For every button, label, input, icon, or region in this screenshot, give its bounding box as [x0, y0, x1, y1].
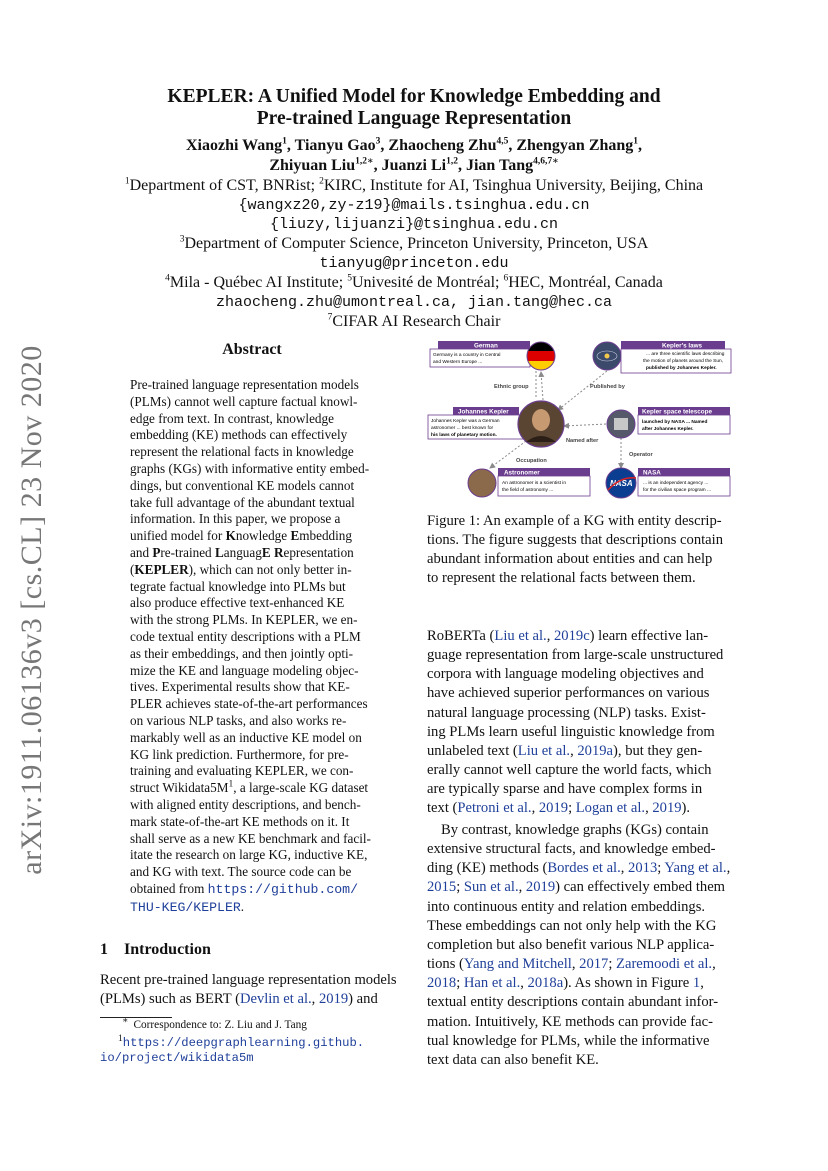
abstract-line: with aligned entity descriptions, and bench-	[130, 796, 361, 812]
johannes-text1: Johannes Kepler was a German	[431, 419, 500, 424]
abstract-line: as their embeddings, and then jointly opti-	[130, 645, 354, 661]
paragraph-line	[427, 704, 733, 723]
citation-link[interactable]: 2015	[427, 879, 457, 896]
text-span: ,	[531, 800, 539, 817]
edge-ethnic-group-arrow	[541, 372, 543, 400]
abstract-line: graphs (KGs) with informative entity embed-	[130, 460, 370, 476]
text-span: corpora with language modeling objectives and	[427, 666, 704, 683]
paragraph-line	[427, 936, 733, 955]
footnote-correspondence: ∗ Correspondence to: Z. Liu and J. Tang	[122, 1016, 307, 1031]
text-span: have achieved superior performances on various	[427, 685, 710, 702]
affiliation-4-5-6: $^4$Mila - Québec AI Institute; $^5$Univesité de Montréal; $^6$HEC, Montréal, Canada	[165, 273, 663, 291]
abstract-line: tives. Experimental results show that KE-	[130, 679, 350, 695]
paragraph-line	[427, 898, 733, 917]
nasa-box	[638, 476, 730, 496]
affiliation-1-2: $^1$Department of CST, BNRist; $^2$KIRC, Institute for AI, Tsinghua University, Beijing, China	[124, 176, 704, 194]
github-link[interactable]: https://github.com/	[207, 881, 359, 897]
text-span: ,	[546, 628, 554, 644]
abstract-line: PLER achieves state-of-the-art performances	[130, 696, 368, 712]
paragraph-line	[427, 1051, 733, 1070]
citation-link[interactable]: 2013	[628, 860, 658, 877]
abstract-lines-a	[130, 377, 374, 528]
right-paragraph-1	[427, 627, 733, 819]
citation-link[interactable]: Yang and Mitchell	[463, 956, 572, 973]
telescope-text2: after Johannes Kepler.	[642, 427, 694, 432]
paragraph-line	[427, 665, 733, 684]
authors-line1: Xiaozhi Wang$^1$, Tianyu Gao$^3$, Zhaocheng Zhu$^{4,5}$, Zhengyan Zhang$^1$,	[185, 136, 643, 154]
text-span: ) learn effective lan-	[589, 628, 709, 644]
text-span: text (	[427, 800, 458, 817]
abstract-line: code textual entity descriptions with a PLM	[130, 628, 361, 644]
citation-link[interactable]: Bordes et al.	[547, 860, 621, 877]
german-title: German	[474, 342, 498, 350]
text-span: ,	[518, 879, 526, 896]
paragraph-line	[427, 993, 733, 1012]
caption-line: abundant information about entities and can help	[427, 551, 713, 568]
citation-link[interactable]: 2018a	[527, 975, 564, 992]
keplers-laws-text1: ... are three scientific laws describing	[646, 352, 725, 357]
email-tsinghua-2: {liuzy,lijuanzi}@tsinghua.edu.cn	[269, 216, 559, 233]
keplers-laws-text3: published by Johannes Kepler.	[646, 366, 717, 371]
label-ethnic-group: Ethnic group	[494, 384, 529, 390]
abstract-line: edge from text. In contrast, knowledge	[130, 410, 334, 426]
johannes-text3: his laws of planetary motion.	[431, 433, 497, 438]
footnote-rule	[100, 1017, 172, 1018]
paper-title-line2: Pre-trained Language Representation	[256, 108, 572, 129]
paragraph-line	[427, 859, 733, 878]
keplers-laws-text2: the motion of planets around the Sun,	[643, 359, 724, 364]
text-span: RoBERTa (	[427, 628, 495, 644]
text-span: ;	[568, 800, 576, 817]
citation-link[interactable]: 1	[692, 975, 701, 992]
text-span: tions (	[427, 956, 464, 973]
abstract-line: embedding (KE) methods can effectively	[130, 427, 348, 443]
abstract-line: tegrate factual knowledge into PLMs but	[130, 578, 346, 594]
authors-line2: Zhiyuan Liu$^{1,2∗}$, Juanzi Li$^{1,2}$, Jian Tang$^{4,6,7∗}$	[269, 156, 559, 174]
abstract-line: itate the research on large KG, inductive KE,	[130, 847, 368, 863]
right-paragraph-2	[427, 821, 733, 1070]
keplers-laws-title: Kepler's laws	[662, 342, 702, 350]
paragraph-line	[427, 742, 733, 761]
text-span: ing PLMs learn useful linguistic knowledge from	[427, 723, 715, 740]
citation-link[interactable]: 2019c	[554, 628, 590, 644]
paragraph-line	[427, 840, 733, 859]
text-span: ,	[700, 975, 704, 992]
label-published-by: Published by	[590, 384, 625, 390]
abstract-line: training and evaluating KEPLER, we con-	[130, 763, 354, 779]
text-span: By contrast, knowledge graphs (KGs) contain	[441, 822, 709, 838]
german-text1: Germany is a country in Central	[433, 353, 501, 358]
abstract-line-code2: THU-KEG/KEPLER.	[130, 898, 245, 915]
text-span: into continuous entity and relation embeddings.	[427, 898, 706, 915]
arxiv-stamp	[12, 345, 52, 875]
text-span: ), but they gen-	[613, 742, 703, 759]
label-operator: Operator	[629, 452, 653, 458]
abstract-line-kepler-name2: and Pre-trained LanguagE Representation	[130, 544, 354, 560]
github-link-cont[interactable]: THU-KEG/KEPLER	[130, 899, 241, 915]
text-span: ,	[645, 800, 653, 817]
figure-1-kg-diagram	[426, 338, 740, 502]
figure-1-caption	[427, 512, 733, 589]
text-span: tual knowledge for PLMs, while the informative	[427, 1032, 710, 1049]
paragraph-line	[427, 1013, 733, 1032]
arxiv-id: arXiv:1911.06136v3 [cs.CL] 23 Nov 2020	[15, 345, 48, 875]
paragraph-line	[427, 974, 733, 993]
citation-devlin[interactable]: Devlin et al.	[239, 991, 312, 1008]
label-occupation: Occupation	[516, 458, 547, 464]
abstract-line: also produce effective text-enhanced KE	[130, 595, 345, 611]
paragraph-line	[427, 917, 733, 936]
text-span: ,	[712, 956, 716, 973]
affiliation-7: $^7$CIFAR AI Research Chair	[327, 312, 501, 330]
abstract-line-kepler-name: unified model for Knowledge Embedding	[130, 528, 352, 544]
wikidata5m-link-cont[interactable]: io/project/wikidata5m	[100, 1051, 254, 1065]
paragraph-line	[427, 955, 733, 974]
citation-link[interactable]: Liu et al.	[517, 742, 571, 759]
intro-paragraph	[100, 971, 404, 1009]
abstract-line: KG link prediction. Furthermore, for pre-	[130, 746, 349, 762]
nasa-logo-text: NASA	[610, 479, 633, 488]
text-span: ,	[520, 975, 528, 992]
abstract-line: represent the relational facts in knowledge	[130, 444, 354, 460]
section-heading-introduction: 1 Introduction	[100, 941, 211, 958]
paragraph-line	[427, 627, 733, 646]
abstract-line: take full advantage of the abundant textual	[130, 494, 355, 510]
paragraph-line	[427, 646, 733, 665]
text-span: ). As shown in Figure	[563, 975, 693, 992]
paragraph-line	[427, 684, 733, 703]
abstract-line: mize the KE and language modeling objec-	[130, 662, 359, 678]
text-span: textual entity descriptions contain abundant infor-	[427, 994, 719, 1011]
edge-named-after	[564, 424, 606, 426]
text-span: ding (KE) methods (	[427, 860, 548, 877]
wikidata5m-link[interactable]: https://deepgraphlearning.github.	[122, 1036, 365, 1050]
email-montreal: zhaocheng.zhu@umontreal.ca, jian.tang@hec.ca	[215, 294, 613, 311]
citation-link[interactable]: 2019a	[577, 742, 614, 759]
citation-link[interactable]: Han et al.	[463, 975, 521, 992]
label-named-after: Named after	[566, 438, 599, 444]
footnote-1: $^1$https://deepgraphlearning.github.	[118, 1033, 365, 1050]
text-span: ;	[456, 975, 464, 992]
abstract-line-wikidata5m: struct $Wikidata5M^1$, a large-scale KG dataset	[130, 779, 369, 796]
text-span: erally cannot well capture the world facts, which	[427, 762, 712, 779]
paragraph-line	[427, 723, 733, 742]
paper-title-line1: KEPLER: A Unified Model for Knowledge Embedding and	[167, 86, 661, 107]
citation-link[interactable]: 2019	[538, 800, 569, 817]
abstract-line: dings, but conventional KE models cannot	[130, 477, 355, 493]
citation-devlin-year[interactable]: 2019	[318, 991, 349, 1008]
citation-link[interactable]: Petroni et al.	[457, 800, 532, 817]
text-span: natural language processing (NLP) tasks. Exist-	[427, 704, 706, 721]
citation-link[interactable]: Sun et al.	[463, 879, 519, 896]
nasa-text1: ... is an independent agency ...	[643, 481, 709, 486]
abstract-line: information. In this paper, we propose a	[130, 511, 341, 527]
abstract-body	[130, 377, 374, 917]
citation-link[interactable]: 2018	[427, 975, 457, 992]
text-span: ,	[570, 742, 578, 759]
astronomer-icon	[468, 469, 496, 497]
caption-line: to represent the relational facts between them.	[427, 570, 696, 587]
citation-link[interactable]: 2019	[525, 879, 556, 896]
paragraph-line	[427, 821, 733, 840]
abstract-line: (PLMs) cannot well capture factual knowl-	[130, 393, 358, 409]
text-span: are typically sparse and have complex forms in	[427, 781, 703, 798]
telescope-text1: launched by NASA ... Named	[642, 420, 708, 425]
intro-line1: Recent pre-trained language representation models	[100, 972, 397, 988]
citation-link[interactable]: Yang et al.	[664, 860, 727, 877]
text-span: ;	[608, 956, 617, 973]
text-span: extensive structural facts, and knowledge embed-	[427, 841, 716, 858]
citation-link[interactable]: Logan et al.	[575, 800, 646, 817]
abstract-line-kepler-acronym: (KEPLER), which can not only better in-	[130, 561, 352, 577]
text-span: These embeddings can not only help with the KG	[427, 917, 717, 934]
german-text2: and Western Europe ...	[433, 360, 483, 365]
citation-link[interactable]: 2019	[652, 800, 682, 817]
text-span: ,	[571, 956, 580, 973]
text-span: mation. Intuitively, KE methods can provide fac-	[427, 1013, 713, 1030]
text-span: completion but also benefit various NLP applica-	[427, 936, 715, 953]
johannes-text2: astronomer ... best known for	[431, 426, 494, 431]
text-span: ;	[456, 879, 464, 896]
abstract-line: shall serve as a new KE benchmark and facil-	[130, 830, 371, 846]
abstract-line: on various NLP tasks, and also works re-	[130, 712, 347, 728]
caption-line: Figure 1: An example of a KG with entity descrip-	[427, 513, 722, 529]
caption-line: tions. The figure suggests that descriptions contain	[427, 532, 724, 549]
paragraph-line	[427, 761, 733, 780]
email-tsinghua-1: {wangxz20,zy-z19}@mails.tsinghua.edu.cn	[238, 197, 590, 214]
text-span: ).	[681, 800, 691, 817]
abstract-line: mark state-of-the-art KE methods on it. It	[130, 813, 350, 829]
nasa-text2: for the civilian space program ...	[643, 488, 711, 493]
citation-link[interactable]: 2017	[579, 956, 609, 973]
edge-published-by	[558, 371, 607, 410]
affiliation-3: $^3$Department of Computer Science, Princeton University, Princeton, USA	[179, 234, 649, 252]
german-flag-icon	[526, 341, 556, 371]
paragraph-line	[427, 780, 733, 799]
johannes-title: Johannes Kepler	[458, 408, 509, 416]
paragraph-line	[427, 1032, 733, 1051]
abstract-heading: Abstract	[222, 341, 282, 358]
abstract-line: Pre-trained language representation models	[130, 377, 359, 392]
paragraph-line	[427, 799, 733, 818]
text-span: text data can also benefit KE.	[427, 1051, 599, 1068]
citation-link[interactable]: Liu et al.	[494, 628, 547, 644]
text-span: ,	[726, 860, 731, 877]
astronomer-text2: the field of astronomy ...	[502, 488, 554, 493]
email-princeton: tianyug@princeton.edu	[319, 255, 509, 272]
text-span: ,	[620, 860, 629, 877]
telescope-title: Kepler space telescope	[642, 408, 713, 416]
astronomer-box	[498, 476, 590, 496]
text-span: guage representation from large-scale unstructured	[427, 647, 724, 664]
abstract-line-code: obtained from https://github.com/	[130, 880, 359, 897]
text-span: unlabeled text (	[427, 742, 518, 759]
astronomer-text1: An astronomer is a scientist in	[502, 481, 566, 486]
abstract-lines-c	[130, 797, 374, 881]
abstract-line: with the strong PLMs. In KEPLER, we en-	[130, 612, 358, 628]
abstract-line: and KG with text. The source code can be	[130, 864, 352, 880]
text-span: ) can effectively embed them	[555, 879, 726, 896]
citation-link[interactable]: Zaremoodi et al.	[616, 956, 713, 973]
astronomer-title: Astronomer	[504, 469, 540, 477]
abstract-line: markably well as an inductive KE model on	[130, 729, 362, 745]
paragraph-line	[427, 878, 733, 897]
nasa-title: NASA	[643, 469, 661, 477]
intro-line2: (PLMs) such as BERT (Devlin et al., 2019) and	[100, 991, 378, 1008]
text-span: ;	[657, 860, 665, 877]
abstract-lines-b	[130, 579, 374, 781]
